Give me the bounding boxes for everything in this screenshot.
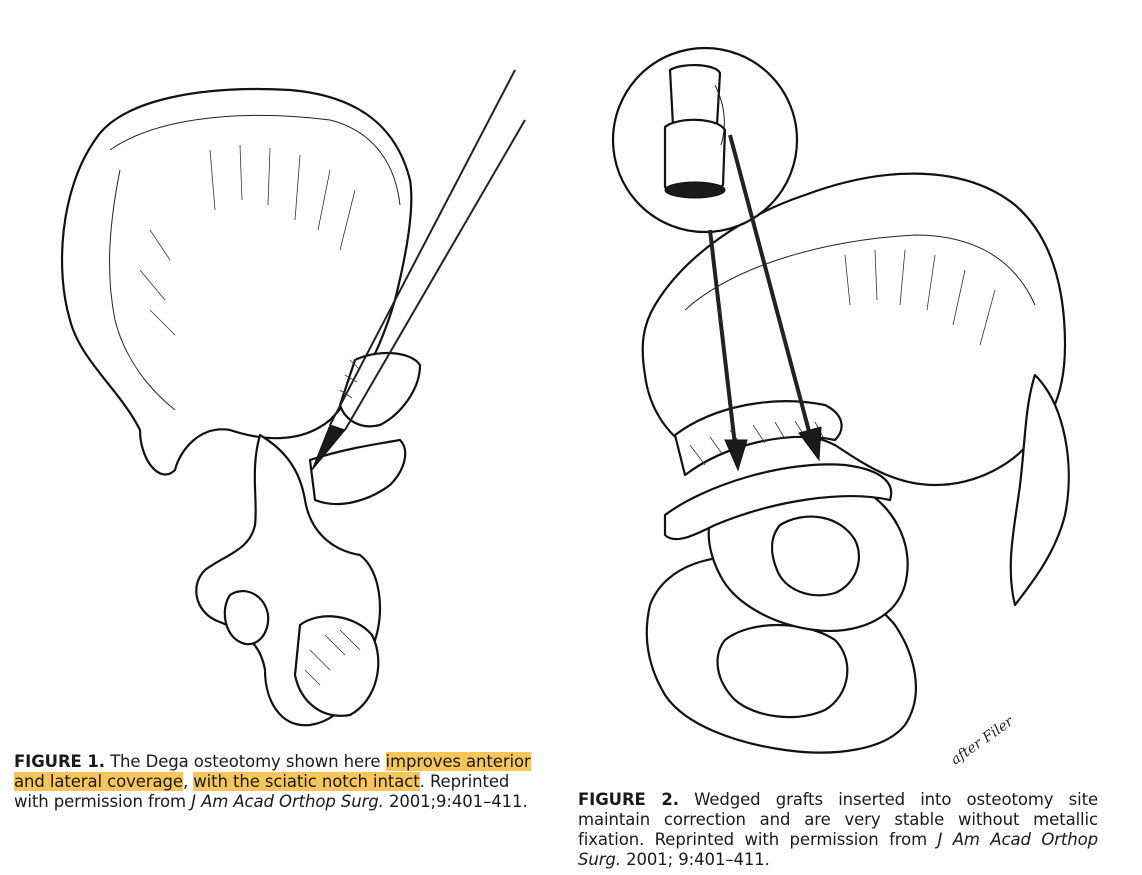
figure-1-comma: , <box>182 772 189 791</box>
figure-1-text: The Dega osteotomy shown here <box>110 752 381 771</box>
pelvis-drawing <box>643 174 1069 753</box>
figure-1-illustration <box>0 30 560 730</box>
artist-signature: after Filer <box>948 713 1017 769</box>
hemipelvis-drawing <box>62 89 420 725</box>
figure-1-highlight-2: with the sciatic notch intact <box>193 772 420 791</box>
figure-2-text: Wedged grafts inserted into osteotomy site maintain correction and are very stable without metallic fixation. Reprinted with permission from <box>578 790 1099 849</box>
figure-1-journal: J Am Acad Orthop Surg. <box>191 792 384 811</box>
figure-2-citation: 2001; 9:401–411. <box>626 850 770 869</box>
figure-2-label: FIGURE 2. <box>578 790 679 809</box>
figure-1-citation: 2001;9:401–411. <box>388 792 528 811</box>
figure-1-label: FIGURE 1. <box>14 752 105 771</box>
figure-2-journal: J Am Acad Orthop Surg. <box>578 830 1098 869</box>
figure-1-highlight-1: improves anterior and lateral coverage <box>14 752 531 791</box>
figure-1-period: . <box>419 772 425 791</box>
figure-2-illustration <box>595 45 1135 775</box>
figure-1-caption <box>14 752 549 812</box>
figure-2-caption <box>578 790 1098 870</box>
figure-1-reprint-text: Reprinted with permission from <box>14 772 510 811</box>
graft-inset-circle <box>613 48 797 232</box>
